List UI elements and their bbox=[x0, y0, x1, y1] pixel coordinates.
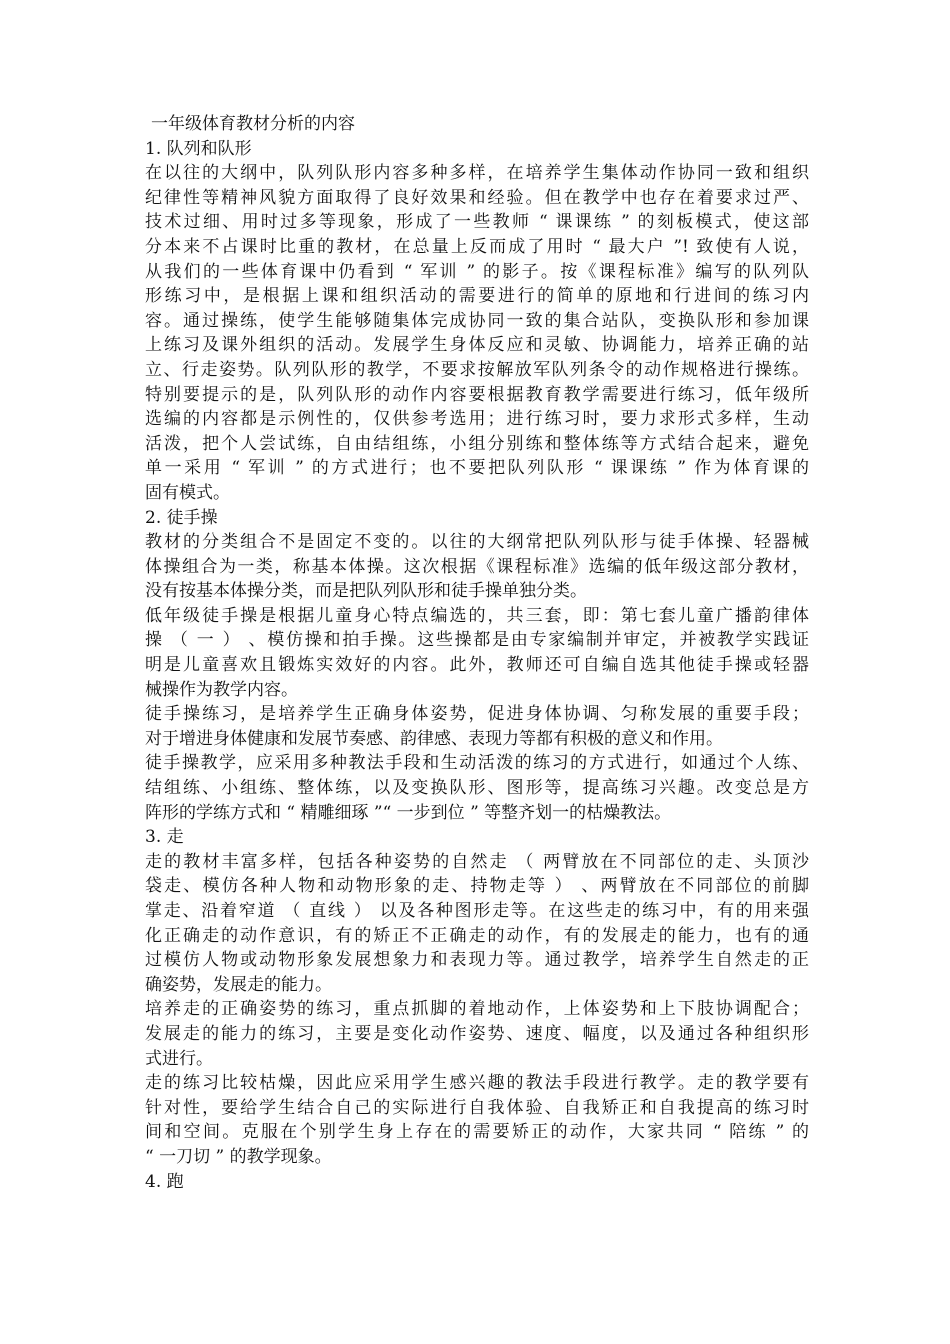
document-title: 一年级体育教材分析的内容 bbox=[151, 114, 355, 134]
text-line: 技术过细、用时过多等现象，形成了一些教师 “ 课课练 ” 的刻板模式，使这部 bbox=[145, 212, 809, 233]
text-line: 阵形的学练方式和 “ 精雕细琢 ”“ 一步到位 ” 等整齐划一的枯燥教法。 bbox=[145, 802, 672, 823]
text-line: 徒手操教学，应采用多种教法手段和生动活泼的练习的方式进行，如通过个人练、 bbox=[145, 753, 809, 774]
text-line: 发展走的能力的练习，主要是变化动作姿势、速度、幅度，以及通过各种组织形 bbox=[145, 1023, 809, 1044]
text-line: 走的练习比较枯燥，因此应采用学生感兴趣的教法手段进行教学。走的教学要有 bbox=[145, 1073, 809, 1094]
text-line: 械操作为教学内容。 bbox=[145, 679, 298, 700]
text-line: 容。通过操练，使学生能够随集体完成协同一致的集合站队，变换队形和参加课 bbox=[145, 310, 809, 331]
text-line: 立、行走姿势。队列队形的教学，不要求按解放军队列条令的动作规格进行操练。 bbox=[145, 359, 809, 380]
text-line: 徒手操练习，是培养学生正确身体姿势，促进身体协调、匀称发展的重要手段； bbox=[145, 704, 809, 725]
section-heading: 4. 跑 bbox=[145, 1171, 184, 1192]
text-line: 确姿势，发展走的能力。 bbox=[145, 974, 332, 995]
text-line: 走的教材丰富多样，包括各种姿势的自然走 （ 两臂放在不同部位的走、头顶沙 bbox=[145, 851, 809, 872]
text-line: 从我们的一些体育课中仍看到 “ 军训 ” 的影子。按《课程标准》编写的队列队 bbox=[145, 261, 809, 282]
text-line: 在以往的大纲中，队列队形内容多种多样，在培养学生集体动作协同一致和组织 bbox=[145, 163, 809, 184]
text-line: 袋走、模仿各种人物和动物形象的走、持物走等 ） 、两臂放在不同部位的前脚 bbox=[145, 876, 809, 897]
text-line: 操 （ 一 ） 、模仿操和拍手操。这些操都是由专家编制并审定，并被教学实践证 bbox=[145, 630, 809, 651]
text-line: 式进行。 bbox=[145, 1048, 213, 1069]
section-heading: 3. 走 bbox=[145, 827, 184, 848]
text-line: 间和空间。克服在个别学生身上存在的需要矫正的动作，大家共同 “ 陪练 ” 的 bbox=[145, 1122, 809, 1143]
text-line: 教材的分类组合不是固定不变的。以往的大纲常把队列队形与徒手体操、轻器械 bbox=[145, 532, 809, 553]
text-line: 体操组合为一类，称基本体操。这次根据《课程标准》选编的低年级这部分教材， bbox=[145, 556, 809, 577]
text-line: 纪律性等精神风貌方面取得了良好效果和经验。但在教学中也存在着要求过严、 bbox=[145, 187, 809, 208]
text-line: 结组练、小组练、整体练，以及变换队形、图形等，提高练习兴趣。改变总是方 bbox=[145, 778, 809, 799]
text-line: 单一采用 “ 军训 ” 的方式进行；也不要把队列队形 “ 课课练 ” 作为体育课的 bbox=[145, 458, 809, 479]
text-line: 低年级徒手操是根据儿童身心特点编选的，共三套，即：第七套儿童广播韵律体 bbox=[145, 605, 809, 626]
section-heading: 1. 队列和队形 bbox=[145, 138, 252, 159]
text-line: 没有按基本体操分类，而是把队列队形和徒手操单独分类。 bbox=[145, 581, 587, 602]
text-line: 固有模式。 bbox=[145, 482, 230, 503]
text-line: 掌走、沿着窄道 （ 直线 ） 以及各种图形走等。在这些走的练习中，有的用来强 bbox=[145, 901, 809, 921]
text-line: 形练习中，是根据上课和组织活动的需要进行的简单的原地和行进间的练习内 bbox=[145, 286, 809, 307]
text-line: “ 一刀切 ” 的教学现象。 bbox=[145, 1146, 332, 1167]
text-line: 分本来不占课时比重的教材，在总量上反而成了用时 “ 最大户 ”! 致使有人说， bbox=[145, 236, 809, 257]
text-line: 上练习及课外组织的活动。发展学生身体反应和灵敏、协调能力，培养正确的站 bbox=[145, 335, 809, 356]
text-line: 过模仿人物或动物形象发展想象力和表现力等。通过教学，培养学生自然走的正 bbox=[145, 950, 809, 971]
text-line: 明是儿童喜欢且锻炼实效好的内容。此外，教师还可自编自选其他徒手操或轻器 bbox=[145, 655, 809, 676]
text-line: 对于增进身体健康和发展节奏感、韵律感、表现力等都有积极的意义和作用。 bbox=[145, 728, 723, 749]
text-line: 活泼，把个人尝试练，自由结组练，小组分别练和整体练等方式结合起来，避免 bbox=[145, 433, 809, 454]
text-line: 选编的内容都是示例性的，仅供参考选用；进行练习时，要力求形式多样，生动 bbox=[145, 409, 809, 430]
text-line: 化正确走的动作意识，有的矫正不正确走的动作，有的发展走的能力，也有的通 bbox=[145, 925, 809, 946]
section-heading: 2. 徒手操 bbox=[145, 507, 218, 528]
text-line: 培养走的正确姿势的练习，重点抓脚的着地动作，上体姿势和上下肢协调配合； bbox=[145, 999, 809, 1020]
text-line: 特别要提示的是，队列队形的动作内容要根据教育教学需要进行练习，低年级所 bbox=[145, 384, 809, 405]
document-page bbox=[145, 112, 809, 1194]
text-line: 针对性，要给学生结合自己的实际进行自我体验、自我矫正和自我提高的练习时 bbox=[145, 1097, 809, 1118]
